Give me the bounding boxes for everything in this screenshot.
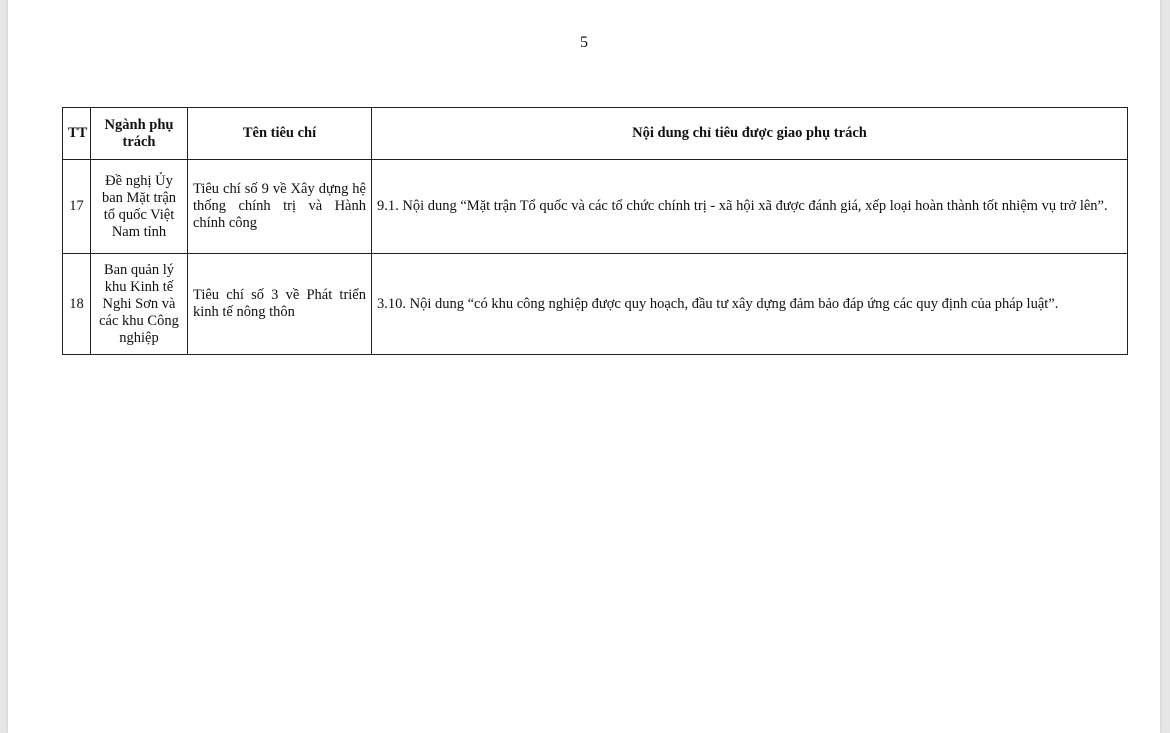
cell-noi-dung: 3.10. Nội dung “có khu công nghiệp được quy hoạch, đầu tư xây dựng đảm bảo đáp ứng các quy định của pháp luật”. bbox=[372, 254, 1128, 355]
table-row bbox=[63, 160, 1128, 254]
cell-tt: 18 bbox=[63, 254, 91, 355]
header-ten: Tên tiêu chí bbox=[188, 108, 372, 160]
cell-nganh: Ban quản lý khu Kinh tế Nghi Sơn và các khu Công nghiệp bbox=[91, 254, 188, 355]
header-nganh: Ngành phụ trách bbox=[91, 108, 188, 160]
table-row bbox=[63, 254, 1128, 355]
page-number: 5 bbox=[580, 34, 588, 51]
criteria-table bbox=[62, 107, 1128, 355]
table-header-row bbox=[63, 108, 1128, 160]
document-page bbox=[8, 0, 1160, 733]
cell-ten: Tiêu chí số 3 về Phát triển kinh tế nông thôn bbox=[188, 254, 372, 355]
cell-ten: Tiêu chí số 9 về Xây dựng hệ thống chính trị và Hành chính công bbox=[188, 160, 372, 254]
cell-noi-dung: 9.1. Nội dung “Mặt trận Tổ quốc và các tổ chức chính trị - xã hội xã được đánh giá, xếp loại hoàn thành tốt nhiệm vụ trở lên”. bbox=[372, 160, 1128, 254]
header-noi-dung: Nội dung chỉ tiêu được giao phụ trách bbox=[372, 108, 1128, 160]
header-tt: TT bbox=[63, 108, 91, 160]
cell-tt: 17 bbox=[63, 160, 91, 254]
cell-nganh: Đề nghị Ủy ban Mặt trận tổ quốc Việt Nam tỉnh bbox=[91, 160, 188, 254]
